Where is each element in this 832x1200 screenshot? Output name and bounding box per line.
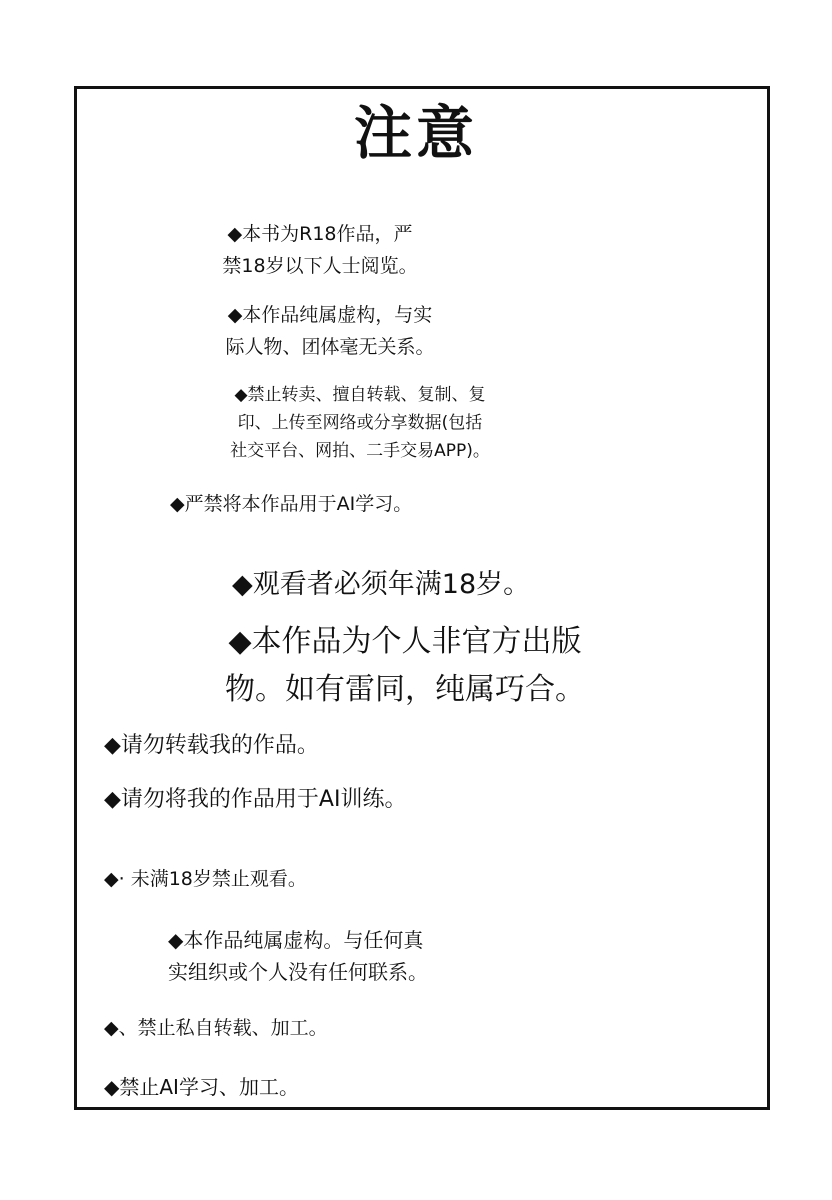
notice-line: ◆请勿将我的作品用于AI训练。 (104, 787, 407, 812)
notice-line: ◆禁止转卖、擅自转载、复制、复 (234, 385, 486, 405)
notice-line: 印、上传至网络或分享数据(包括 (237, 413, 483, 433)
notice-no-ai-processing (104, 1071, 299, 1103)
notice-line: ◆、禁止私自转载、加工。 (104, 1017, 328, 1039)
page-title: 注意 (353, 99, 478, 167)
notice-line: ◆本作品纯属虚构。与任何真 (168, 928, 424, 952)
notice-line: ◆本书为R18作品，严 (227, 223, 413, 245)
notice-line: 实组织或个人没有任何联系。 (168, 960, 428, 984)
notice-line: ◆禁止AI学习、加工。 (104, 1075, 299, 1099)
notice-no-reposting (104, 730, 319, 762)
notice-line: 物。如有雷同，纯属巧合。 (225, 672, 585, 707)
notice-line: ◆请勿转载我的作品。 (104, 733, 319, 758)
notice-unofficial-publication (180, 618, 630, 714)
notice-line: ◆本作品纯属虚构，与实 (227, 304, 433, 326)
notice-age-requirement (232, 565, 530, 605)
notice-line: ◆· 未满18岁禁止观看。 (104, 868, 307, 890)
notice-no-ai-training (104, 784, 406, 816)
notice-fiction-no-connection (168, 924, 428, 988)
notice-minors-prohibited (104, 864, 307, 894)
notice-fiction-disclaimer (200, 299, 460, 363)
notice-line: 禁18岁以下人士阅览。 (222, 255, 418, 277)
notice-no-private-reposting (104, 1013, 328, 1043)
notice-line: ◆观看者必须年满18岁。 (232, 569, 531, 600)
notice-line: 社交平台、网拍、二手交易APP)。 (230, 441, 490, 461)
notice-no-redistribution (200, 381, 520, 465)
notice-no-ai-learning (170, 490, 412, 518)
notice-line: 际人物、团体毫无关系。 (225, 336, 435, 358)
notice-r18-rating (200, 218, 440, 282)
notice-line: ◆严禁将本作品用于AI学习。 (170, 493, 413, 515)
notice-line: ◆本作品为个人非官方出版 (228, 624, 582, 659)
